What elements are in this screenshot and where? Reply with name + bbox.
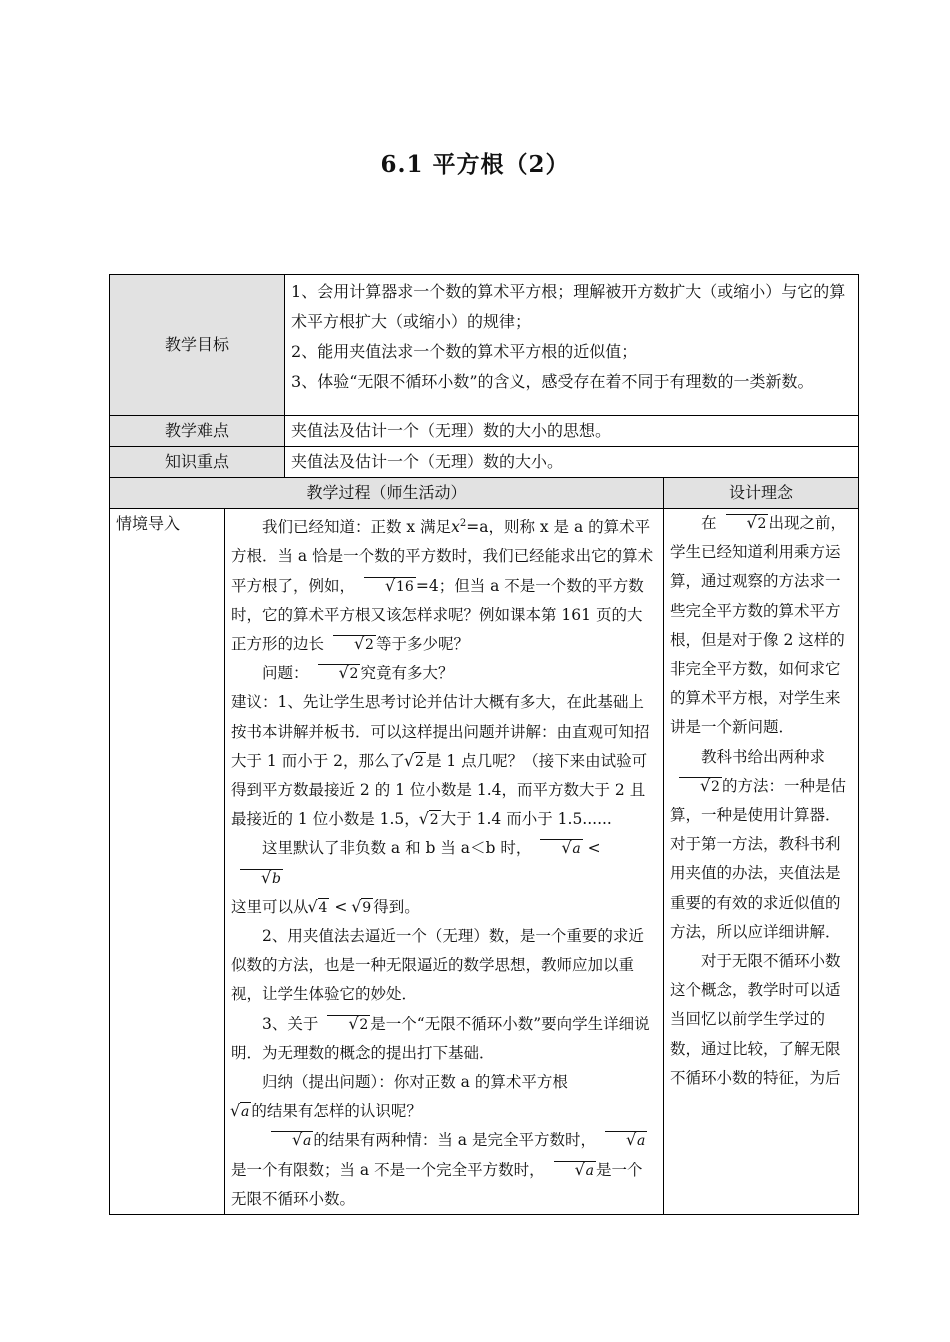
key-row	[110, 447, 859, 478]
sqrt-b: √ b	[240, 869, 283, 888]
sqrt-a: √ a	[540, 839, 582, 858]
page-title: 6.1 平方根（2）	[380, 151, 570, 178]
sqrt-2: √ 2	[726, 514, 769, 533]
sqrt-2: √ 2	[429, 810, 441, 829]
difficulty-content: 夹值法及估计一个（无理）数的大小的思想。	[285, 416, 859, 447]
process-paragraph: 2、用夹值法去逼近一个（无理）数，是一个重要的求近似数的方法，也是一种无限逼近的数学思想，教师应加以重视，让学生体验它的妙处．	[231, 927, 644, 1004]
sqrt-2: √ 2	[679, 777, 722, 796]
sqrt-2: √ 2	[333, 635, 376, 654]
difficulty-row	[110, 416, 859, 447]
difficulty-label: 教学难点	[110, 416, 285, 447]
sqrt-a: √ a	[271, 1131, 313, 1150]
process-paragraph: 归纳（提出问题）：你对正数 a 的算术平方根	[262, 1073, 568, 1092]
process-paragraph: 问题：√ 2 究竟有多大？	[231, 659, 657, 688]
process-paragraph: 我们已经知道：正数 x 满足$x^2=a$，则称 x 是 a 的算术平方根．当 a 恰是一个数的平方数时，我们已经能求出它的算术平方根了，例如，√ 16 =4；但当 a 不是一个数的平方数时，它的算术平方根又该怎样求呢？例如课本第 161 页的大正方形的边长√ 2 等于多少呢？	[231, 509, 657, 659]
goal-row	[110, 275, 859, 416]
stage-label: 情境导入	[110, 509, 225, 1215]
sqrt-a: √ a	[240, 1102, 251, 1121]
sqrt-9: √ 9	[361, 898, 373, 917]
process-paragraph: 这里默认了非负数 a 和 b 当 a＜b 时，√ a < √ b	[231, 834, 657, 892]
goal-label: 教学目标	[110, 275, 285, 416]
process-paragraph: 这里可以从√ 4 < √ 9 得到。	[231, 893, 657, 922]
goal-content	[285, 275, 859, 416]
goal-item: 2、能用夹值法求一个数的算术平方根的近似值；	[291, 342, 638, 361]
goal-item: 3、体验“无限不循环小数”的含义，感受存在着不同于有理数的一类新数。	[291, 372, 814, 391]
sqrt-16: √ 16	[364, 577, 416, 596]
concept-content	[664, 509, 859, 1215]
key-content: 夹值法及估计一个（无理）数的大小。	[285, 447, 859, 478]
sqrt-2: √ 2	[318, 664, 361, 683]
process-paragraph: √ a 的结果有怎样的认识呢？	[231, 1097, 657, 1126]
content-row	[110, 509, 859, 1215]
header-row	[110, 478, 859, 509]
key-label: 知识重点	[110, 447, 285, 478]
goal-item: 1、会用计算器求一个数的算术平方根；理解被开方数扩大（或缩小）与它的算术平方根扩大（或缩小）的规律；	[291, 282, 846, 331]
concept-paragraph: 教科书给出两种求√ 2 的方法：一种是估算，一种是使用计算器．对于第一方法，教科书利用夹值的办法，夹值法是重要的有效的求近似值的方法，所以应详细讲解．	[670, 743, 852, 947]
process-header: 教学过程（师生活动）	[110, 478, 664, 509]
sqrt-a: √ a	[605, 1131, 647, 1150]
process-paragraph: 建议：1、先让学生思考讨论并估计大概有多大，在此基础上按书本讲解并板书．可以这样提出问题并讲解：由直观可知招大于 1 而小于 2，那么了√ 2 是 1 点几呢？（接下来由试验可得到平方数最接近 2 的 1 位小数是 1.4，而平方数大于 2 且最接近的 1 位小数是 1.5，√ 2 大于 1.4 而小于 1.5......	[231, 688, 657, 834]
sqrt-4: √ 4	[318, 898, 330, 917]
concept-paragraph: 对于无限不循环小数这个概念，教学时可以适当回忆以前学生学过的数，通过比较，了解无限不循环小数的特征，为后	[670, 952, 841, 1087]
sqrt-2: √ 2	[327, 1015, 370, 1034]
concept-header: 设计理念	[664, 478, 859, 509]
process-content	[225, 509, 664, 1215]
sqrt-2: √ 2	[414, 752, 426, 771]
process-paragraph: 3、关于√ 2 是一个“无限不循环小数”要向学生详细说明．为无理数的概念的提出打下基础．	[231, 1010, 657, 1068]
sqrt-a: √ a	[554, 1161, 596, 1180]
lesson-plan-table	[109, 274, 859, 1215]
process-paragraph: √ a 的结果有两种情：当 a 是完全平方数时，√ a是一个有限数；当 a 不是一个完全平方数时，√ a 是一个无限不循环小数。	[231, 1126, 657, 1214]
concept-paragraph: 在√ 2 出现之前，学生已经知道利用乘方运算，通过观察的方法求一些完全平方数的算术平方根，但是对于像 2 这样的非完全平方数，如何求它的算术平方根，对学生来讲是一个新问题．	[670, 509, 852, 743]
